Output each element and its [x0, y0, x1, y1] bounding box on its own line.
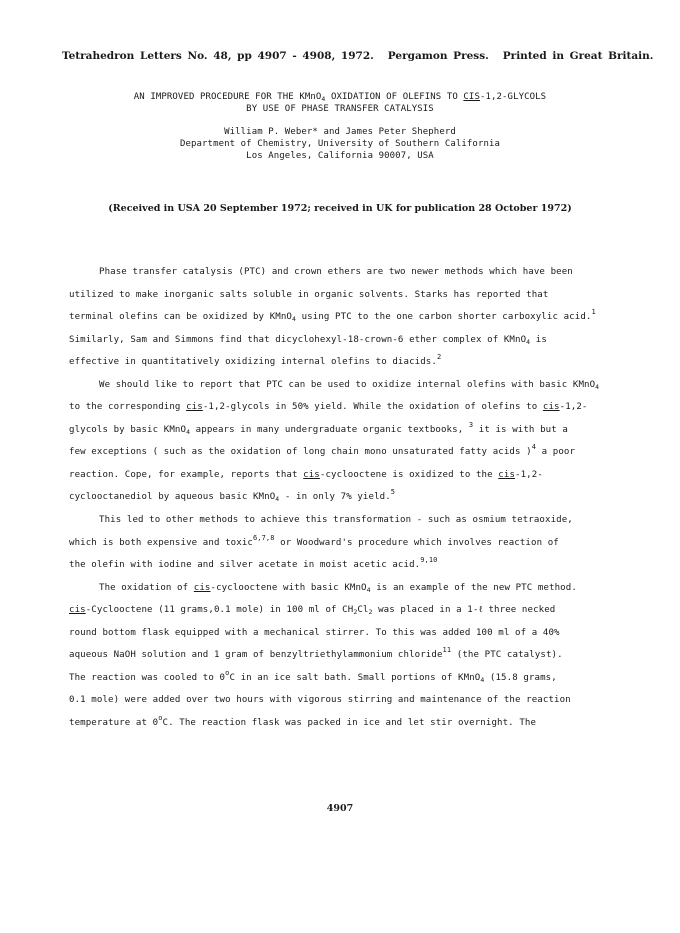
body-line: temperature at 0$^o$C. The reaction flask was packed in ice and let stir overnight. The [69, 713, 537, 728]
body-line: few exceptions ( such as the oxidation of long chain mono unsaturated fatty acids )$^4$ a poor [69, 443, 576, 458]
paper-title-line-1: AN IMPROVED PROCEDURE FOR THE KMnO$_4$ OXIDATION OF OLEFINS TO CIS-1,2-GLYCOLS [133, 92, 547, 103]
body-line: Phase transfer catalysis (PTC) and crown ethers are two newer methods which have been [99, 267, 573, 277]
body-line: glycols by basic KMnO$_4$ appears in many undergraduate organic textbooks, $^3$ it is with but a [69, 420, 568, 436]
received-dates: (Received in USA 20 September 1972; received in UK for publication 28 October 1972) [108, 203, 572, 214]
body-line: round bottom flask equipped with a mechanical stirrer. To this was added 100 ml of a 40% [69, 627, 560, 638]
journal-header [62, 50, 654, 62]
body-text [69, 263, 629, 736]
author-city: Los Angeles, California 90007, USA [246, 151, 434, 161]
body-line: 0.1 mole) were added over two hours with vigorous stirring and maintenance of the reaction [69, 695, 571, 706]
body-line: cis-Cyclooctene (11 grams,0.1 mole) in 100 ml of $CH_2Cl_2$ was placed in a 1-ℓ three necked [69, 605, 556, 617]
body-line: the olefin with iodine and silver acetate in moist acetic acid.$^{9,10}$ [69, 556, 438, 571]
body-line: to the corresponding cis-1,2-glycols in 50% yield. While the oxidation of olefins to cis-1,2- [69, 402, 588, 413]
author-names: William P. Weber* and James Peter Shepherd [224, 127, 456, 137]
body-line: Similarly, Sam and Simmons find that dicyclohexyl-18-crown-6 ether complex of KMnO$_4$ is [69, 334, 547, 346]
body-line: terminal olefins can be oxidized by KMnO$_4$ using PTC to the one carbon shorter carboxylic acid.$^1$ [69, 308, 596, 324]
body-line: aqueous NaOH solution and 1 gram of benzyltriethylammonium chloride$^{11}$ (the PTC catalyst). [69, 646, 563, 661]
body-line: The reaction was cooled to 0$^o$C in an ice salt bath. Small portions of KMnO$_4$ (15.8 grams, [69, 668, 557, 684]
body-line: We should like to report that PTC can be used to oxidize internal olefins with basic KMnO$_4$ [99, 379, 600, 391]
body-line: This led to other methods to achieve this transformation - such as osmium tetraoxide, [99, 515, 573, 526]
body-line: reaction. Cope, for example, reports that cis-cyclooctene is oxidized to the cis-1,2- [69, 469, 543, 480]
author-department: Department of Chemistry, University of Southern California [179, 139, 501, 149]
body-line: effective in quantitatively oxidizing internal olefins to diacids.$^2$ [69, 353, 442, 368]
page-number: 4907 [326, 803, 354, 814]
journal-citation: Tetrahedron Letters No. 48, pp 4907 - 4908, 1972. [62, 50, 374, 62]
body-line: cyclooctanediol by aqueous basic KMnO$_4$ - in only 7% yield.$^5$ [69, 488, 396, 504]
paper-title-line-2: BY USE OF PHASE TRANSFER CATALYSIS [246, 104, 434, 114]
body-line: The oxidation of cis-cyclooctene with basic KMnO$_4$ is an example of the new PTC method. [99, 582, 577, 594]
printed-in: Printed in Great Britain. [502, 50, 654, 62]
publisher: Pergamon Press. [387, 50, 489, 62]
body-line: which is both expensive and toxic$^{6,7,8}$ or Woodward's procedure which involves reaction of [69, 533, 559, 548]
body-line: utilized to make inorganic salts soluble in organic solvents. Starks has reported that [69, 289, 549, 300]
